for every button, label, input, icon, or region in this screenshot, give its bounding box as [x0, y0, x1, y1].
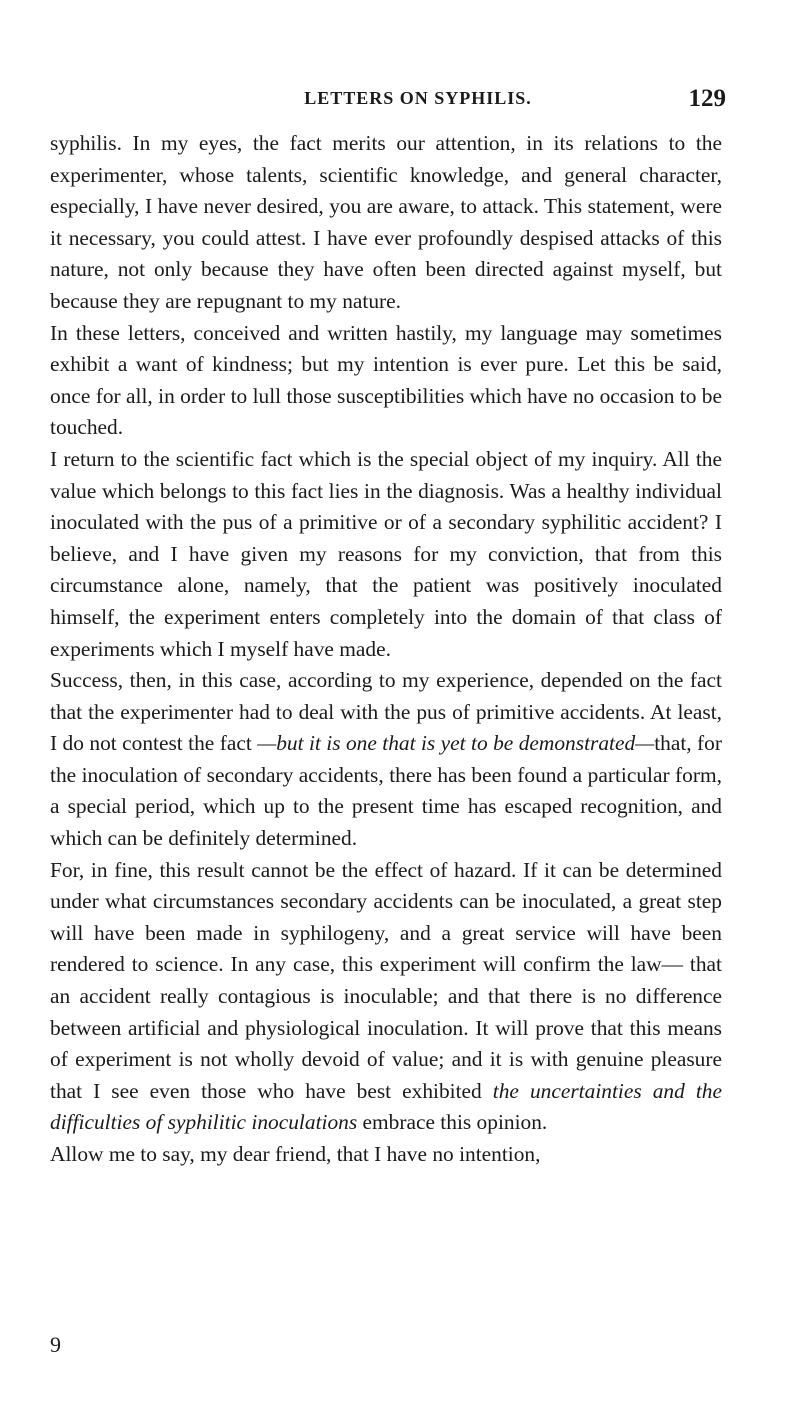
paragraph-text: Allow me to say, my dear friend, that I have no intention,	[50, 1142, 541, 1166]
paragraph-text: For, in fine, this result cannot be the effect of hazard. If it can be determined under what circumstances secondary accidents can be inoculated, a great step will have been made in syphilogeny, and a great service will have been rendered to science. In any case, this experiment will confirm the law— that an accident really contagious is inoculable; and that there is no difference between artificial and physiological inoculation. It will prove that this means of experiment is not wholly devoid of value; and it is with genuine pleasure that I see even those who have best exhibited	[50, 857, 722, 1103]
italic-text: the uncertainties and the difficulties of syphilitic inoculations	[50, 1078, 722, 1135]
paragraph-text: that, for the inoculation of secondary accidents, there has been found a particular form, a special period, which up to the present time has escaped recognition, and which can be definitely determined.	[50, 731, 722, 851]
page-header	[50, 85, 726, 114]
paragraph	[50, 444, 722, 665]
paragraph	[50, 665, 722, 855]
paragraph-text: In these letters, conceived and written hastily, my language may sometimes exhibit a want of kindness; but my intention is ever pure. Let this be said, once for all, in order to lull those susceptibilities which have no occasion to be touched.	[50, 320, 722, 440]
paragraph	[50, 318, 722, 444]
paragraph	[50, 1139, 722, 1171]
italic-text: —but it is one that is yet to be demonstrated—	[257, 731, 655, 756]
paragraph-text: Success, then, in this case, according to my experience, depended on the fact that the experimenter had to deal with the pus of primitive accidents. At least, I do not contest the fact	[50, 668, 722, 756]
signature-mark: 9	[50, 1332, 61, 1357]
paragraph	[50, 128, 722, 318]
paragraph-text: embrace this opinion.	[357, 1110, 548, 1135]
paragraph	[50, 855, 722, 1139]
paragraph-text: syphilis. In my eyes, the fact merits our attention, in its relations to the experimenter, whose talents, scientific knowledge, and general character, especially, I have never desired, you are aware, to attack. This statement, were it necessary, you could attest. I have ever profoundly despised attacks of this nature, not only because they have often been directed against myself, but because they are repugnant to my nature.	[50, 131, 722, 313]
paragraph-text: I return to the scientific fact which is the special object of my inquiry. All the value which belongs to this fact lies in the diagnosis. Was a healthy individual inoculated with the pus of a primitive or of a secondary syphilitic accident? I believe, and I have given my reasons for my conviction, that from this circumstance alone, namely, that the patient was positively inoculated himself, the experiment enters completely into the domain of that class of experiments which I myself have made.	[50, 446, 722, 661]
running-title: LETTERS ON SYPHILIS.	[304, 88, 532, 108]
body-text	[50, 128, 722, 1171]
page-number: 129	[688, 85, 726, 112]
